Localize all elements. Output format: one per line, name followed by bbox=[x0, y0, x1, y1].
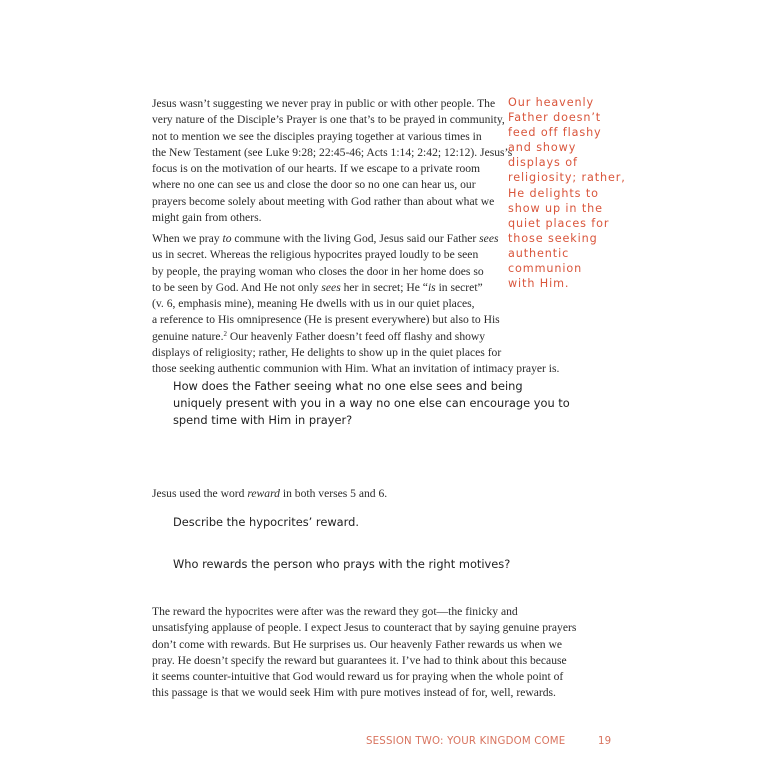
text-line: to be seen by God. And He not only sees her in secret; He “is in secret” bbox=[152, 280, 483, 294]
pull-quote-line: Father doesn’t bbox=[508, 111, 602, 125]
reward-intro bbox=[152, 486, 387, 502]
text-line: not to mention we see the disciples praying together at various times in bbox=[152, 129, 482, 143]
pull-quote-line: religiosity; rather, bbox=[508, 171, 626, 185]
paragraph-reward bbox=[152, 604, 576, 702]
text-line: those seeking authentic communion with Him. What an invitation of intimacy prayer is. bbox=[152, 362, 560, 376]
emphasis: to bbox=[222, 232, 232, 245]
question-line: spend time with Him in prayer? bbox=[173, 413, 353, 427]
text-line: this passage is that we would seek Him with pure motives instead of for, well, rewards. bbox=[152, 686, 556, 700]
emphasis: sees bbox=[479, 232, 499, 245]
emphasis: is bbox=[427, 280, 436, 294]
text-line: focus is on the motivation of our hearts. If we escape to a private room bbox=[152, 162, 481, 176]
pull-quote-line: authentic bbox=[508, 246, 570, 260]
text-line: where no one can see us and close the door so no one can hear us, our bbox=[152, 178, 476, 192]
pull-quote-line: communion bbox=[508, 262, 583, 276]
text-line: The reward the hypocrites were after was the reward they got—the finicky and bbox=[152, 605, 518, 618]
question-line: Describe the hypocrites’ reward. bbox=[173, 515, 359, 529]
paragraph-pray-in-secret bbox=[152, 231, 559, 378]
emphasis: sees bbox=[321, 280, 341, 294]
text-line: by people, the praying woman who closes the door in her home does so bbox=[152, 264, 484, 278]
question-line: Who rewards the person who prays with the right motives? bbox=[173, 557, 511, 571]
text-line: pray. He doesn’t specify the reward but guarantees it. I’ve had to think about this because bbox=[152, 653, 567, 667]
emphasis: reward bbox=[247, 487, 280, 500]
text-line: genuine nature.$^2$ Our heavenly Father doesn’t feed off flashy and showy bbox=[152, 329, 486, 343]
reflection-question-father-sees bbox=[173, 378, 570, 429]
pull-quote-line: and showy bbox=[508, 141, 577, 155]
running-footer-title: SESSION TWO: YOUR KINGDOM COME bbox=[366, 736, 566, 747]
text-line: might gain from others. bbox=[152, 211, 262, 225]
text-line: prayers become solely about meeting with God rather than about what we bbox=[152, 194, 495, 208]
text-line: displays of religiosity; rather, He delights to show up in the quiet places for bbox=[152, 346, 502, 360]
pull-quote-line: those seeking bbox=[508, 231, 598, 245]
question-line: How does the Father seeing what no one else sees and being bbox=[173, 379, 523, 393]
pull-quote-line: with Him. bbox=[508, 277, 570, 291]
text-line: When we pray to commune with the living God, Jesus said our Father sees bbox=[152, 232, 499, 245]
text-line: (v. 6, emphasis mine), meaning He dwells with us in our quiet places, bbox=[152, 297, 475, 311]
pull-quote-line: show up in the bbox=[508, 201, 603, 215]
question-line: uniquely present with you in a way no one else can encourage you to bbox=[173, 396, 570, 410]
pull-quote-line: quiet places for bbox=[508, 216, 610, 230]
pull-quote-line: feed off flashy bbox=[508, 126, 602, 140]
reflection-question-hypocrites-reward bbox=[173, 514, 359, 531]
pull-quote-line: displays of bbox=[508, 156, 578, 170]
page-number: 19 bbox=[598, 736, 612, 747]
text-line: us in secret. Whereas the religious hypocrites prayed loudly to be seen bbox=[152, 248, 479, 262]
text-line: very nature of the Disciple’s Prayer is one that’s to be prayed in community, bbox=[152, 113, 505, 127]
paragraph-public-prayer bbox=[152, 96, 512, 226]
footnote-marker[interactable]: 2 bbox=[223, 329, 227, 338]
text-line: Jesus wasn’t suggesting we never pray in public or with other people. The bbox=[152, 97, 496, 110]
text-line: it seems counter-intuitive that God would reward us for praying when the whole point of bbox=[152, 670, 564, 684]
pull-quote-line: Our heavenly bbox=[508, 96, 595, 109]
text-line: unsatisfying applause of people. I expect Jesus to counteract that by saying genuine prayers bbox=[152, 621, 577, 635]
text-line: Jesus used the word reward in both verses 5 and 6. bbox=[152, 487, 388, 500]
text-line: don’t come with rewards. But He surprises us. Our heavenly Father rewards us when we bbox=[152, 637, 562, 651]
pull-quote-line: He delights to bbox=[508, 186, 599, 200]
text-line: a reference to His omnipresence (He is present everywhere) but also to His bbox=[152, 313, 500, 327]
reflection-question-who-rewards bbox=[173, 556, 510, 573]
text-line: the New Testament (see Luke 9:28; 22:45-46; Acts 1:14; 2:42; 12:12). Jesus’s bbox=[152, 145, 513, 159]
